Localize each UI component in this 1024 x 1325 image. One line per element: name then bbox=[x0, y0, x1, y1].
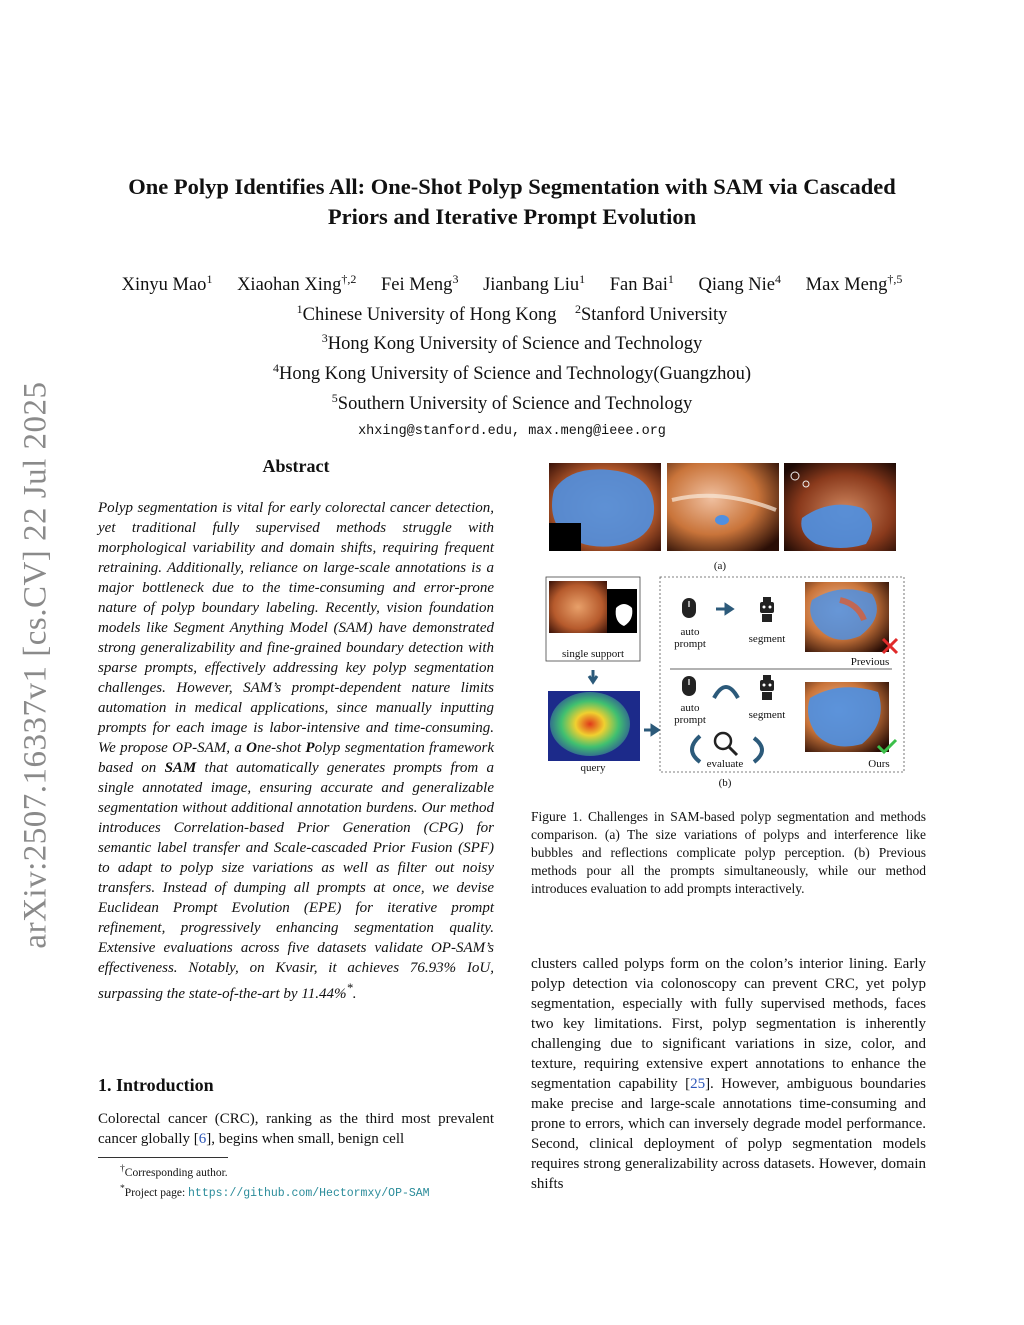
segment-label: segment bbox=[748, 709, 786, 721]
previous-result-image bbox=[805, 582, 889, 652]
title-line-1: One Polyp Identifies All: One-Shot Polyp Segmentation with SAM via Cascaded bbox=[128, 174, 896, 199]
robot-icon bbox=[760, 597, 774, 622]
arxiv-stamp bbox=[6, 380, 66, 950]
previous-label: Previous bbox=[850, 656, 890, 668]
evaluate-label: evaluate bbox=[706, 758, 744, 770]
curved-arrow-icon bbox=[714, 687, 738, 698]
single-support-label: single support bbox=[561, 648, 625, 660]
figure-label-b: (b) bbox=[718, 777, 732, 789]
mouse-icon bbox=[682, 598, 696, 618]
arrow-down-icon bbox=[589, 670, 597, 682]
figure-caption: Figure 1. Challenges in SAM-based polyp segmentation and methods comparison. (a) The size variations of polyps and interference like bubbles and reflections complicate polyp perception. (b) Previous methods pour all the prompts simultaneously, while our method introduces evaluation to add prompts interactively. bbox=[531, 809, 926, 896]
ours-label: Ours bbox=[868, 758, 890, 770]
robot-icon bbox=[760, 675, 774, 700]
author-emails: xhxing@stanford.edu, max.meng@ieee.org bbox=[358, 424, 666, 440]
arrow-right-icon bbox=[644, 726, 658, 734]
auto-label: auto bbox=[680, 626, 700, 638]
citation-link[interactable]: 6 bbox=[198, 1131, 207, 1147]
author-name: Xiaohan Xing$^{\dagger,2}$ bbox=[237, 272, 357, 296]
panel-a-image-1 bbox=[549, 463, 661, 551]
panel-a-image-2 bbox=[667, 463, 779, 551]
arrow-right-icon bbox=[716, 605, 732, 613]
footnote-corresponding: †Corresponding author. bbox=[120, 1163, 228, 1179]
abstract-heading: Abstract bbox=[262, 456, 330, 476]
footnote-project-page: *Project page: https://github.com/Hectormxy/OP-SAM bbox=[120, 1182, 430, 1200]
section-heading-introduction: 1. Introduction bbox=[98, 1075, 214, 1095]
author-name: Fan Bai$^1$ bbox=[609, 272, 674, 296]
right-column-text: clusters called polyps form on the colon’s interior lining. Early polyp detection via colonoscopy can prevent CRC, yet polyp segmentation, especially with fully supervised methods, faces two key limitations. First, polyp segmentation is inherently challenging due to significant variations in size, color, and texture, requiring extensive expert annotations to enhance the segmentation capability [25]. However, ambiguous boundaries make precise and large-scale annotations time-consuming and prone to errors, which can inversely degrade model performance. Second, clinical deployment of polyp segmentation models requires strong generalizability across datasets. However, domain shifts bbox=[531, 956, 926, 1192]
curved-arrow-icon bbox=[754, 738, 762, 762]
figure-1 bbox=[540, 460, 910, 795]
affiliation-line: $^5$Southern University of Science and Technology bbox=[331, 390, 693, 414]
auto-label: auto bbox=[680, 702, 700, 714]
prompt-label: prompt bbox=[674, 638, 706, 650]
author-list bbox=[90, 268, 934, 298]
abstract-text: Polyp segmentation is vital for early colorectal cancer detection, yet traditional fully supervised methods struggle with morphological variability and domain shifts, requiring frequent retraining. Additionally, reliance on large-scale annotations is a major bottleneck due to the time-consuming and error-prone nature of polyp boundary labeling. Recently, vision foundation models like Segment Anything Model (SAM) have demonstrated strong generalizability and fine-grained boundary detection with sparse prompts, effectively addressing key polyp segmentation challenges. However, SAM’s prompt-dependent nature limits automation in medical applications, since manually inputting prompts for each image is labor-intensive and time-consuming. We propose OP-SAM, a One-shot Polyp segmentation framework based on SAM that automatically generates prompts from a single annotated image, ensuring accurate and generalizable segmentation without additional annotation burdens. Our method introduces Correlation-based Prior Generation (CPG) for semantic label transfer and Scale-cascaded Prior Fusion (SPF) to adapt to polyp size variations as well as filter out noisy transfers. Instead of dumping all prompts at once, we devise Euclidean Prompt Evolution (EPE) for iterative prompt refinement, progressively enhancing segmentation quality. Extensive evaluations across five datasets validate OP-SAM’s effectiveness. Notably, on Kvasir, it achieves 76.93% IoU, surpassing the state-of-the-art by 11.44%*. bbox=[98, 500, 494, 1002]
curved-arrow-icon bbox=[692, 736, 700, 762]
affiliation-line: $^1$Chinese University of Hong Kong $^2$Stanford University bbox=[296, 301, 728, 325]
footnotes bbox=[120, 1161, 430, 1202]
query-heatmap bbox=[548, 691, 640, 761]
author-name: Qiang Nie$^4$ bbox=[698, 272, 782, 296]
intro-text: Colorectal cancer (CRC), ranking as the third most prevalent cancer globally [6], begins when small, benign cell bbox=[98, 1111, 494, 1147]
affiliation-line: $^4$Hong Kong University of Science and Technology(Guangzhou) bbox=[272, 360, 752, 385]
author-name: Xinyu Mao$^1$ bbox=[121, 272, 213, 296]
arxiv-id: arXiv:2507.16337v1 [cs.CV] 22 Jul 2025 bbox=[17, 381, 54, 949]
paper-title bbox=[90, 172, 934, 232]
ours-result-image bbox=[805, 682, 889, 752]
title-line-2: Priors and Iterative Prompt Evolution bbox=[327, 204, 697, 229]
mouse-icon bbox=[682, 676, 696, 696]
prompt-label: prompt bbox=[674, 714, 706, 726]
query-label: query bbox=[580, 762, 606, 774]
author-name: Fei Meng$^3$ bbox=[381, 272, 459, 296]
author-name: Jianbang Liu$^1$ bbox=[483, 272, 586, 296]
citation-link[interactable]: 25 bbox=[690, 1076, 706, 1092]
panel-a-image-3 bbox=[784, 463, 896, 551]
segment-label: segment bbox=[748, 633, 786, 645]
affiliation-line: $^3$Hong Kong University of Science and Technology bbox=[321, 331, 703, 355]
figure-label-a: (a) bbox=[713, 560, 727, 572]
author-name: Max Meng$^{\dagger,5}$ bbox=[805, 272, 903, 296]
footnote-rule bbox=[98, 1157, 228, 1158]
project-page-link[interactable]: https://github.com/Hectormxy/OP-SAM bbox=[188, 1186, 430, 1200]
magnifier-icon bbox=[715, 733, 737, 755]
author-block bbox=[90, 268, 934, 444]
